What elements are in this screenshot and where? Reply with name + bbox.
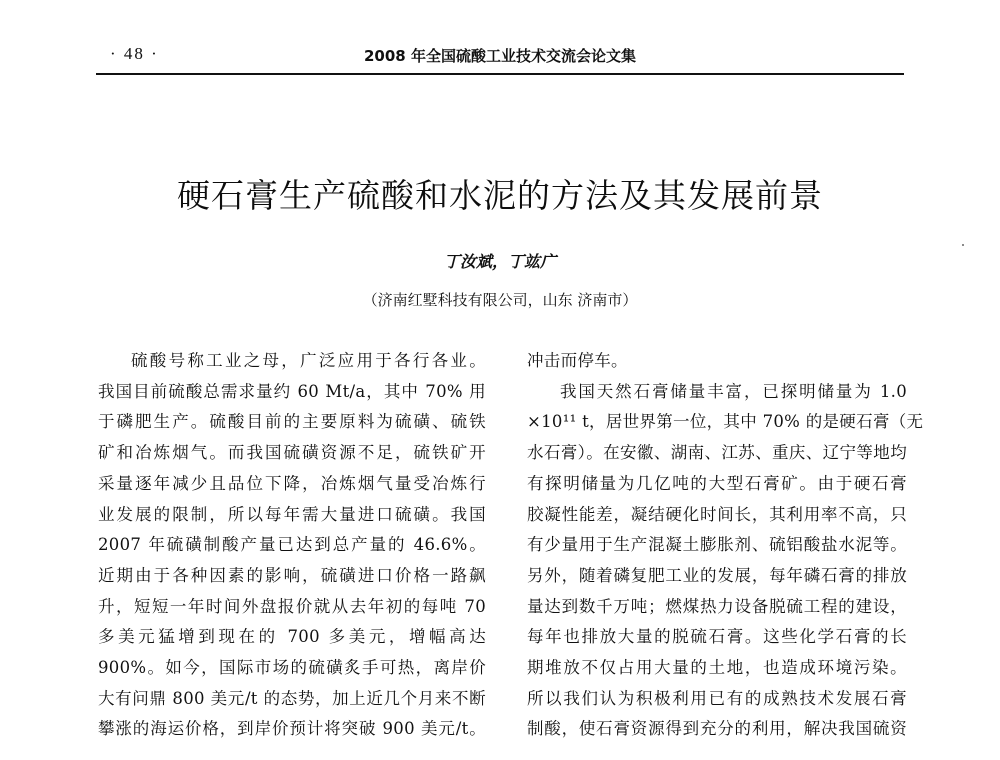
affiliation: （济南红墅科技有限公司，山东 济南市） [362, 291, 638, 309]
authors: 丁汝斌，丁竑广 [443, 252, 556, 271]
right-column [527, 346, 924, 745]
paragraph-line: 大有问鼎 800 美元/t 的态势，加上近几个月来不断 [98, 688, 486, 708]
paper-title: 硬石膏生产硫酸和水泥的方法及其发展前景 [177, 176, 823, 215]
paragraph-line: 有探明储量为几亿吨的大型石膏矿。由于硬石膏 [527, 473, 907, 493]
paragraph-line: 2007 年硫磺制酸产量已达到总产量的 46.6%。 [98, 535, 486, 555]
paragraph-line: 900%。如今，国际市场的硫磺炙手可热，离岸价 [98, 658, 486, 678]
proceedings-title: 2008 年全国硫酸工业技术交流会论文集 [364, 47, 636, 65]
paragraph-line: 所以我们认为积极利用已有的成熟技术发展石膏 [527, 688, 907, 708]
paragraph-line: 量达到数千万吨；燃煤热力设备脱硫工程的建设， [527, 596, 907, 616]
paragraph-line: 我国目前硫酸总需求量约 60 Mt/a，其中 70% 用 [98, 381, 486, 401]
paragraph-line: 每年也排放大量的脱硫石膏。这些化学石膏的长 [527, 627, 907, 647]
paragraph-line: ×10¹¹ t，居世界第一位，其中 70% 的是硬石膏（无 [527, 412, 924, 432]
paragraph-line: 攀涨的海运价格，到岸价预计将突破 900 美元/t。 [98, 719, 486, 739]
paragraph-line: 我国天然石膏储量丰富，已探明储量为 1.0 [560, 381, 907, 401]
page-number: · 48 · [110, 44, 159, 63]
paragraph-line: 近期由于各种因素的影响，硫磺进口价格一路飙 [98, 565, 486, 585]
running-head [96, 40, 904, 70]
paragraph-line: 升，短短一年时间外盘报价就从去年初的每吨 70 [98, 596, 486, 616]
paragraph-line: 冲击而停车。 [527, 351, 628, 370]
paragraph-line: 业发展的限制，所以每年需大量进口硫磺。我国 [98, 504, 486, 524]
paragraph-line: 期堆放不仅占用大量的土地，也造成环境污染。 [527, 658, 907, 678]
paragraph-line: 胶凝性能差，凝结硬化时间长，其利用率不高，只 [527, 504, 907, 524]
paragraph-line: 于磷肥生产。硫酸目前的主要原料为硫磺、硫铁 [98, 412, 486, 432]
paragraph-line: 多美元猛增到现在的 700 多美元，增幅高达 [98, 627, 486, 647]
paragraph-line: 另外，随着磷复肥工业的发展，每年磷石膏的排放 [527, 565, 907, 585]
paragraph-line: 硫酸号称工业之母，广泛应用于各行各业。 [131, 351, 486, 370]
scan-speck [962, 244, 964, 246]
paragraph-line: 制酸，使石膏资源得到充分的利用，解决我国硫资 [527, 719, 907, 739]
paragraph-line: 采量逐年减少且品位下降，冶炼烟气量受冶炼行 [98, 473, 486, 493]
paragraph-line: 矿和冶炼烟气。而我国硫磺资源不足，硫铁矿开 [98, 443, 486, 463]
paragraph-line: 有少量用于生产混凝土膨胀剂、硫铝酸盐水泥等。 [527, 535, 907, 555]
left-column [98, 346, 486, 745]
header-rule [96, 73, 904, 75]
paragraph-line: 水石膏）。在安徽、湖南、江苏、重庆、辽宁等地均 [527, 443, 907, 463]
